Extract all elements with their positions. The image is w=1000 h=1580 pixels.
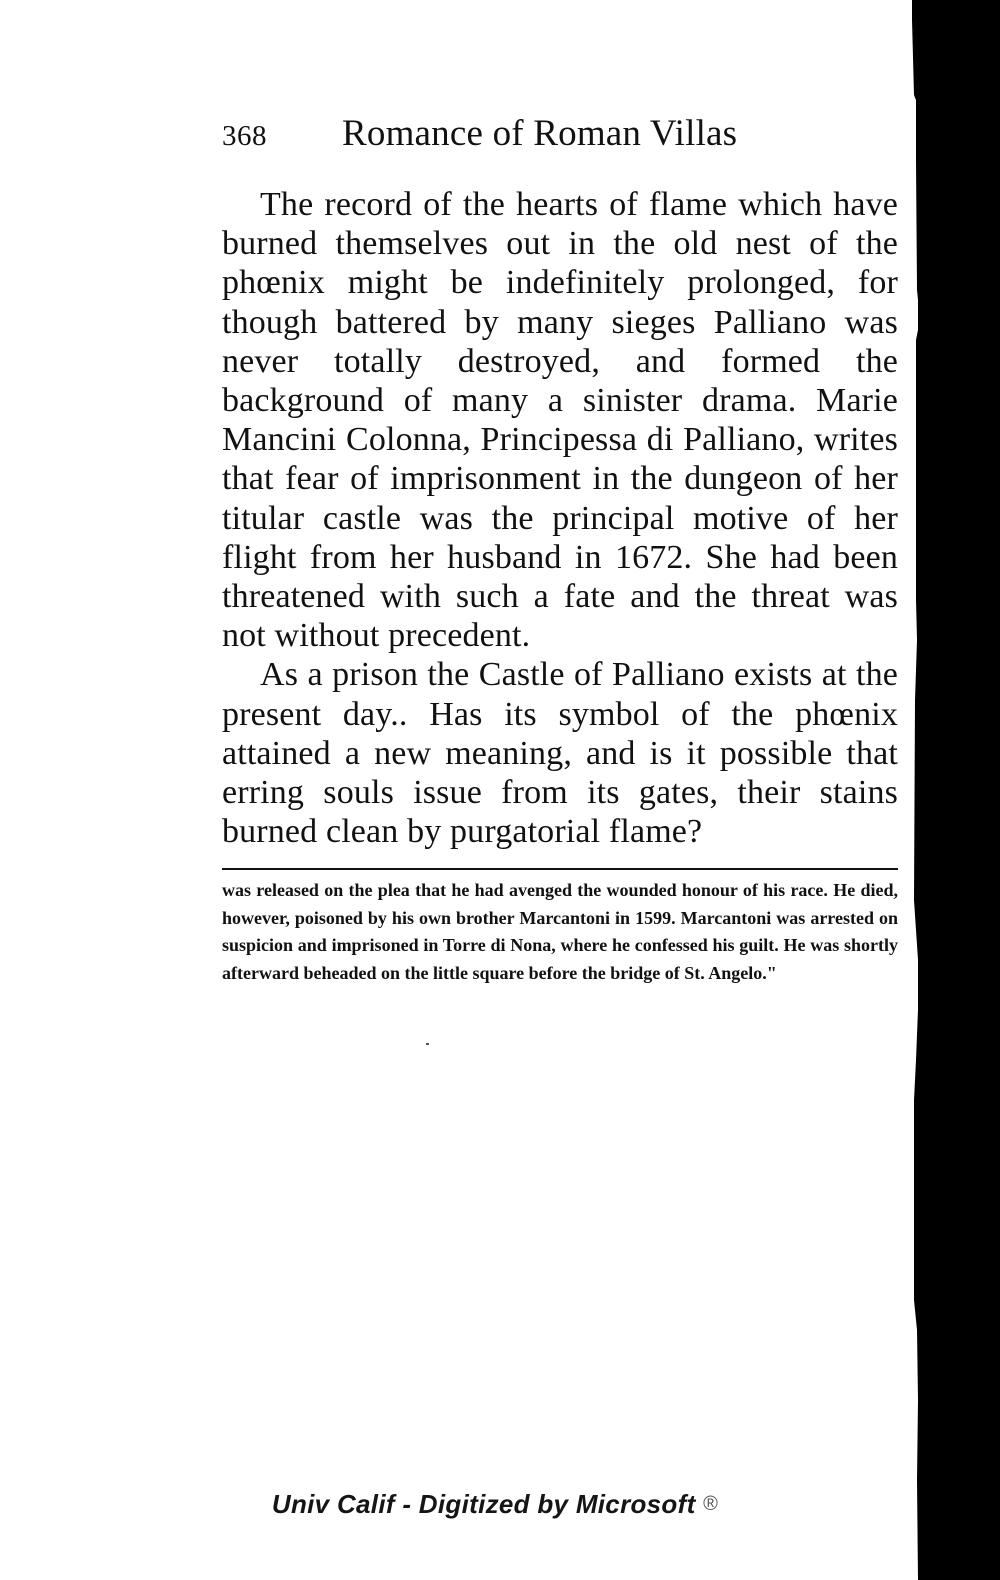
digitization-watermark — [0, 1489, 990, 1520]
paragraph-2: As a prison the Castle of Palliano exists at the present day.. Has its symbol of the phœnix attained a new meaning, and is it possible that erring souls issue from its gates, their stains burned clean by purgatorial flame? — [222, 656, 898, 851]
scan-speck — [426, 1043, 429, 1045]
running-title: Romance of Roman Villas — [342, 113, 738, 154]
body-text — [222, 185, 898, 851]
microsoft-logo-icon: ® — [703, 1493, 719, 1515]
watermark-text: Univ Calif - Digitized by Microsoft — [271, 1489, 696, 1519]
paragraph-1: The record of the hearts of flame which have burned themselves out in the old nest of the phœnix might be indefinitely prolonged, for though battered by many sieges Palliano was never totally destroyed, and formed the background of many a sinister drama. Marie Mancini Colonna, Principessa di Palliano, writes that fear of imprisonment in the dungeon of her titular castle was the principal motive of her flight from her husband in 1672. She had been threatened with such a fate and the threat was not without precedent. — [222, 186, 898, 655]
page-number: 368 — [222, 120, 267, 152]
footnote-rule — [222, 868, 898, 870]
running-head — [222, 112, 902, 162]
footnote: was released on the plea that he had avenged the wounded honour of his race. He died, however, poisoned by his own brother Marcantoni in 1599. Marcantoni was arrested on suspicion and imprisoned in Torre di Nona, where he confessed his guilt. He was shortly afterward beheaded on the little square before the bridge of St. Angelo." — [222, 880, 898, 983]
